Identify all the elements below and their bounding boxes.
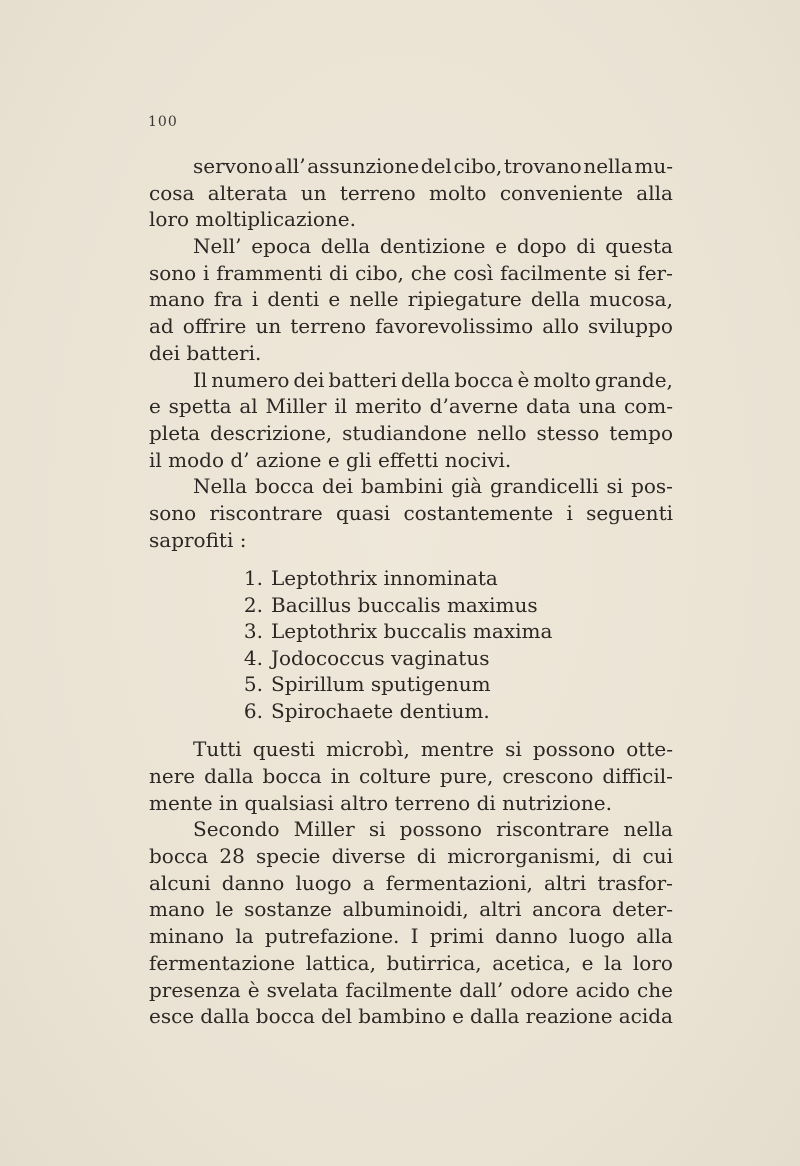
word: facilmente xyxy=(345,977,453,1002)
word: sviluppo xyxy=(588,314,673,339)
word: offrire xyxy=(182,314,247,339)
word: d’averne xyxy=(429,394,519,419)
list-item xyxy=(149,645,673,672)
list-item xyxy=(149,698,673,725)
word: mente in qualsiasi altro terreno di nutrizione. xyxy=(149,790,612,815)
word: una xyxy=(578,394,617,419)
word: crescono xyxy=(502,764,594,788)
word: merito xyxy=(355,394,422,419)
text-line xyxy=(149,367,673,394)
word: Il xyxy=(193,367,208,392)
word: 28 xyxy=(219,844,245,869)
word: un xyxy=(300,180,327,205)
word: danno xyxy=(495,924,558,949)
word: diverse xyxy=(331,844,406,869)
word: Nella xyxy=(193,474,248,499)
word: questa xyxy=(605,234,673,259)
text-line xyxy=(149,816,673,843)
word: seguenti xyxy=(586,500,673,525)
text-line xyxy=(149,870,673,897)
saprofiti-list xyxy=(149,565,673,724)
text-line xyxy=(149,260,673,287)
word: trovano xyxy=(503,154,582,178)
word: molto xyxy=(428,180,487,205)
word: il xyxy=(334,394,348,419)
word: si xyxy=(368,817,386,842)
word: dopo xyxy=(516,234,567,259)
text-line xyxy=(149,340,673,367)
word: cibo, xyxy=(355,260,404,285)
text-line xyxy=(149,977,673,1004)
word: fermentazioni, xyxy=(385,870,533,895)
word: cui xyxy=(642,844,673,869)
word: cosa xyxy=(149,180,195,205)
word: è xyxy=(247,977,260,1002)
word: altri xyxy=(479,897,522,922)
word: lattica, xyxy=(305,950,376,975)
word: batteri xyxy=(328,367,398,392)
text-line xyxy=(149,420,673,447)
word: le xyxy=(215,897,234,922)
text-line xyxy=(149,393,673,420)
word: che xyxy=(410,260,447,285)
word: il modo d’ azione e gli effetti nocivi. xyxy=(149,447,512,472)
word: presenza xyxy=(149,977,241,1002)
list-item-number: 5. xyxy=(243,672,263,697)
word: mano xyxy=(149,897,205,922)
text-line xyxy=(149,286,673,313)
word: deter- xyxy=(612,897,673,922)
word: stesso xyxy=(536,420,600,445)
word: della xyxy=(530,287,581,312)
word: nelle xyxy=(349,287,399,312)
body-text xyxy=(149,153,673,1030)
text-line xyxy=(149,763,673,790)
paragraph xyxy=(149,736,673,816)
word: Nell’ xyxy=(193,234,242,259)
word: minano xyxy=(149,924,225,949)
word: terreno xyxy=(290,314,367,339)
word: e xyxy=(581,950,594,975)
text-line xyxy=(149,896,673,923)
word: conveniente xyxy=(499,180,623,205)
word: microbì, xyxy=(326,737,410,762)
page-number: 100 xyxy=(148,114,178,130)
list-item xyxy=(149,618,673,645)
text-line xyxy=(149,736,673,763)
word: si xyxy=(613,260,631,285)
paragraph xyxy=(149,473,673,553)
word: sono xyxy=(149,260,197,285)
word: Tutti xyxy=(193,737,242,762)
word: possono xyxy=(532,737,616,762)
word: bocca xyxy=(262,764,322,788)
word: quasi xyxy=(335,500,391,525)
word: microrganismi, xyxy=(447,844,601,869)
word: grandicelli xyxy=(490,474,599,499)
word: acida xyxy=(618,1004,673,1029)
word: Miller xyxy=(265,394,327,419)
text-line xyxy=(149,180,673,207)
word: già xyxy=(451,474,483,499)
word: di xyxy=(329,260,349,285)
word: molto xyxy=(533,367,591,392)
word: del xyxy=(420,154,452,178)
word: bambini xyxy=(360,474,444,499)
word: alterata xyxy=(207,180,288,205)
word: fer- xyxy=(637,260,673,285)
text-line xyxy=(149,500,673,527)
word: ancora xyxy=(532,897,602,922)
list-item-text: Leptothrix innominata xyxy=(271,566,498,591)
word: i xyxy=(566,500,573,525)
word: cibo, xyxy=(453,154,503,178)
paragraph xyxy=(149,153,673,233)
text-line xyxy=(149,790,673,817)
list-item-number: 3. xyxy=(243,619,263,644)
text-line xyxy=(149,527,673,554)
word: sostanze xyxy=(244,897,332,922)
list-item-text: Leptothrix buccalis maxima xyxy=(271,619,553,644)
word: dentizione xyxy=(379,234,486,259)
word: i xyxy=(251,287,259,312)
word: nella xyxy=(623,817,673,842)
word: dalla xyxy=(200,1004,250,1029)
word: della xyxy=(400,367,451,392)
word: descrizione, xyxy=(210,420,333,445)
word: al xyxy=(239,394,258,419)
word: così xyxy=(453,260,494,285)
word: saprofiti : xyxy=(149,527,247,552)
list-item-number: 2. xyxy=(243,592,263,617)
word: ripiegature xyxy=(407,287,522,312)
word: butirrica, xyxy=(386,950,482,975)
word: possono xyxy=(399,817,482,842)
text-line xyxy=(149,206,673,233)
word: dalla xyxy=(470,1004,520,1029)
word: di xyxy=(416,844,436,869)
word: acido xyxy=(575,977,630,1002)
word: terreno xyxy=(339,180,416,205)
word: data xyxy=(525,394,571,419)
word: bocca xyxy=(149,844,209,869)
word: bocca xyxy=(454,367,514,392)
word: riscontrare xyxy=(496,817,610,842)
word: i xyxy=(203,260,210,285)
word: fra xyxy=(213,287,243,312)
word: loro moltiplicazione. xyxy=(149,207,357,232)
word: spetta xyxy=(168,394,232,419)
text-line xyxy=(149,923,673,950)
list-item-text: Bacillus buccalis maximus xyxy=(271,592,538,617)
word: sono xyxy=(149,500,197,525)
word: un xyxy=(255,314,282,339)
list-item-number: 1. xyxy=(243,566,263,591)
word: in xyxy=(330,764,350,788)
word: si xyxy=(505,737,522,762)
word: si xyxy=(606,474,624,499)
word: della xyxy=(320,234,371,259)
word: mu- xyxy=(634,154,673,178)
word: a xyxy=(362,870,375,895)
word: denti xyxy=(267,287,320,312)
word: esce xyxy=(149,1004,195,1029)
word: che xyxy=(637,977,673,1002)
word: alla xyxy=(636,924,673,949)
word: del xyxy=(321,1004,353,1029)
word: Secondo xyxy=(193,817,280,842)
word: Miller xyxy=(293,817,355,842)
word: grande, xyxy=(594,367,673,392)
text-line xyxy=(149,313,673,340)
word: riscontrare xyxy=(209,500,323,525)
word: otte- xyxy=(626,737,673,762)
word: di xyxy=(612,844,632,869)
word: nello xyxy=(476,420,527,445)
word: tempo xyxy=(609,420,673,445)
word: primi xyxy=(429,924,484,949)
word: danno xyxy=(221,870,285,895)
word: loro xyxy=(632,950,673,975)
word: e xyxy=(452,1004,464,1029)
word: mucosa, xyxy=(589,287,673,312)
word: luogo xyxy=(568,924,626,949)
text-line xyxy=(149,153,673,180)
word: servono xyxy=(193,154,273,178)
word: trasfor- xyxy=(597,870,673,895)
word: e xyxy=(149,394,161,419)
word: frammenti xyxy=(216,260,323,285)
list-item xyxy=(149,671,673,698)
text-line xyxy=(149,1003,673,1030)
word: e xyxy=(328,287,341,312)
word: specie xyxy=(256,844,321,869)
word: colture xyxy=(358,764,431,788)
word: bocca xyxy=(255,1004,315,1029)
text-line xyxy=(149,843,673,870)
paragraph xyxy=(149,233,673,366)
word: albuminoidi, xyxy=(342,897,469,922)
word: alla xyxy=(636,180,673,205)
list-item-number: 6. xyxy=(243,698,263,723)
list-item-text: Spirillum sputigenum xyxy=(271,672,491,697)
word: odore xyxy=(510,977,569,1002)
word: acetica, xyxy=(492,950,572,975)
word: luogo xyxy=(295,870,352,895)
word: e xyxy=(495,234,508,259)
word: mano xyxy=(149,287,205,312)
word: questi xyxy=(252,737,315,762)
word: pure, xyxy=(439,764,494,788)
word: numero xyxy=(211,367,290,392)
word: fermentazione xyxy=(149,950,296,975)
text-line xyxy=(149,950,673,977)
word: mentre xyxy=(420,737,495,762)
word: dei batteri. xyxy=(149,340,262,365)
list-item-text: Jodococcus vaginatus xyxy=(271,645,490,670)
word: pos- xyxy=(631,474,673,499)
paragraph xyxy=(149,367,673,474)
text-line xyxy=(149,473,673,500)
word: dall’ xyxy=(459,977,504,1002)
word: svelata xyxy=(266,977,339,1002)
word: la xyxy=(235,924,254,949)
word: epoca xyxy=(251,234,312,259)
text-line xyxy=(149,233,673,260)
word: bambino xyxy=(358,1004,446,1029)
paragraph xyxy=(149,816,673,1030)
word: favorevolissimo xyxy=(375,314,534,339)
word: reazione xyxy=(525,1004,613,1029)
word: di xyxy=(576,234,596,259)
word: è xyxy=(517,367,530,392)
word: ad xyxy=(149,314,174,339)
word: putrefazione. xyxy=(264,924,400,949)
word: bocca xyxy=(254,474,315,499)
word: studiandone xyxy=(342,420,467,445)
word: com- xyxy=(623,394,673,419)
word: nere xyxy=(149,764,196,788)
word: facilmente xyxy=(500,260,608,285)
text-line xyxy=(149,447,673,474)
word: dalla xyxy=(204,764,254,788)
word: alcuni xyxy=(149,870,211,895)
word: allo xyxy=(542,314,579,339)
word: I xyxy=(410,924,419,949)
word: la xyxy=(604,950,623,975)
list-item xyxy=(149,592,673,619)
word: assunzione xyxy=(307,154,420,178)
list-item-text: Spirochaete dentium. xyxy=(271,698,490,723)
list-item-number: 4. xyxy=(243,645,263,670)
list-item xyxy=(149,565,673,592)
word: dei xyxy=(293,367,325,392)
word: dei xyxy=(322,474,354,499)
word: pleta xyxy=(149,420,200,445)
word: costantemente xyxy=(403,500,554,525)
word: nella xyxy=(583,154,633,178)
word: altri xyxy=(543,870,587,895)
word: all’ xyxy=(274,154,306,178)
word: difficil- xyxy=(602,764,673,788)
